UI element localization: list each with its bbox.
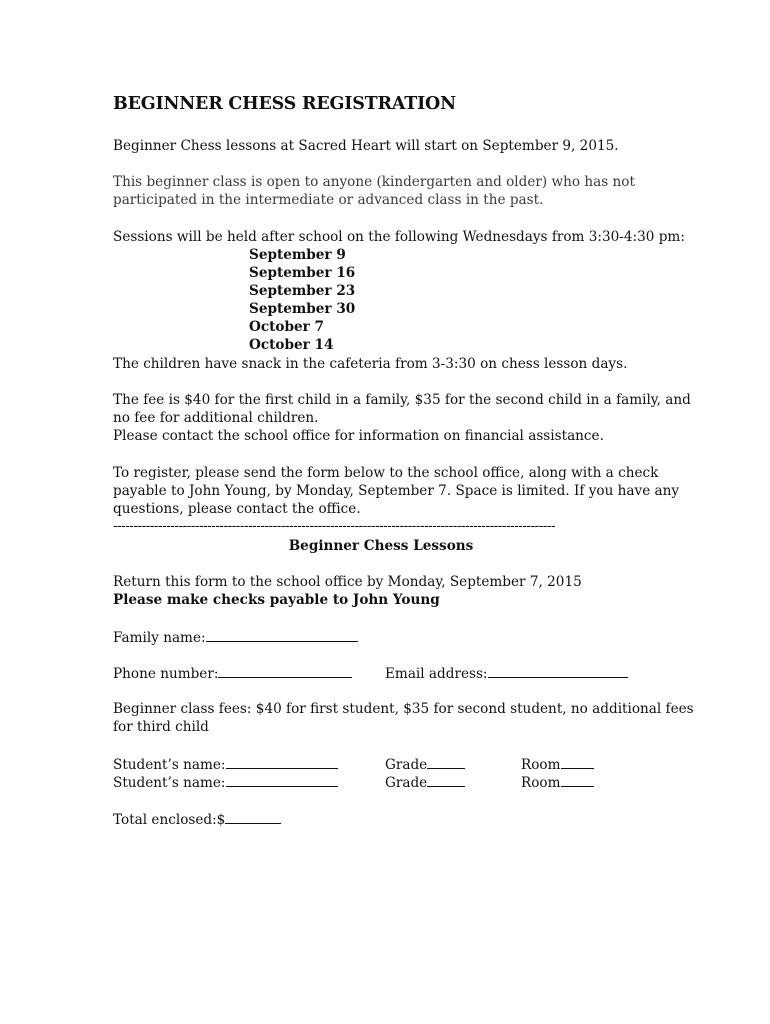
email-row	[385, 664, 628, 683]
session-date: October 7	[249, 319, 324, 335]
phone-label: Phone number:	[113, 666, 219, 682]
student-name-label: Student’s name:	[113, 775, 226, 791]
room-field[interactable]	[561, 773, 594, 787]
session-date: September 23	[249, 283, 356, 299]
fee-line-2: no fee for additional children.	[113, 410, 319, 426]
register-line-3: questions, please contact the office.	[113, 501, 361, 517]
email-field[interactable]	[488, 664, 628, 678]
phone-field[interactable]	[218, 664, 352, 678]
student-name-field[interactable]	[226, 773, 338, 787]
total-field[interactable]	[225, 810, 281, 824]
total-row	[113, 810, 281, 829]
snack-note: The children have snack in the cafeteria from 3-3:30 on chess lesson days.	[113, 356, 628, 372]
session-date: September 30	[249, 301, 356, 317]
eligibility-line-1: This beginner class is open to anyone (kindergarten and older) who has not	[113, 174, 635, 190]
student-name-row	[113, 755, 338, 774]
session-date: September 16	[249, 265, 356, 281]
grade-label: Grade	[385, 775, 428, 791]
class-fees-line-2: for third child	[113, 719, 209, 735]
grade-label: Grade	[385, 757, 428, 773]
grade-field[interactable]	[427, 773, 465, 787]
student-name-row	[113, 773, 338, 792]
student-name-field[interactable]	[226, 755, 338, 769]
grade-row	[385, 755, 465, 774]
page-title: BEGINNER CHESS REGISTRATION	[113, 94, 456, 114]
return-note: Return this form to the school office by Monday, September 7, 2015	[113, 574, 582, 590]
total-label: Total enclosed:$	[113, 812, 226, 828]
sessions-intro: Sessions will be held after school on the following Wednesdays from 3:30-4:30 pm:	[113, 229, 685, 245]
room-row	[521, 755, 594, 774]
grade-field[interactable]	[427, 755, 465, 769]
session-date: October 14	[249, 337, 334, 353]
financial-assistance-note: Please contact the school office for information on financial assistance.	[113, 428, 604, 444]
register-line-1: To register, please send the form below to the school office, along with a check	[113, 465, 659, 481]
room-row	[521, 773, 594, 792]
form-heading: Beginner Chess Lessons	[288, 538, 474, 554]
family-name-label: Family name:	[113, 630, 206, 646]
phone-row	[113, 664, 352, 683]
intro-text: Beginner Chess lessons at Sacred Heart will start on September 9, 2015.	[113, 138, 619, 154]
room-label: Room	[521, 757, 561, 773]
room-label: Room	[521, 775, 561, 791]
eligibility-line-2: participated in the intermediate or advanced class in the past.	[113, 192, 544, 208]
student-name-label: Student’s name:	[113, 757, 226, 773]
class-fees-line-1: Beginner class fees: $40 for first student, $35 for second student, no additional fees	[113, 701, 694, 717]
family-name-field[interactable]	[206, 628, 358, 642]
grade-row	[385, 773, 465, 792]
checks-note: Please make checks payable to John Young	[113, 592, 440, 608]
session-date: September 9	[249, 247, 346, 263]
room-field[interactable]	[561, 755, 594, 769]
cut-line-separator: ------------------------------------------------------------------------------------------------------------	[113, 518, 556, 534]
register-line-2: payable to John Young, by Monday, September 7. Space is limited. If you have any	[113, 483, 680, 499]
email-label: Email address:	[385, 666, 488, 682]
family-name-row	[113, 628, 358, 647]
fee-line-1: The fee is $40 for the first child in a family, $35 for the second child in a family, and	[113, 392, 691, 408]
